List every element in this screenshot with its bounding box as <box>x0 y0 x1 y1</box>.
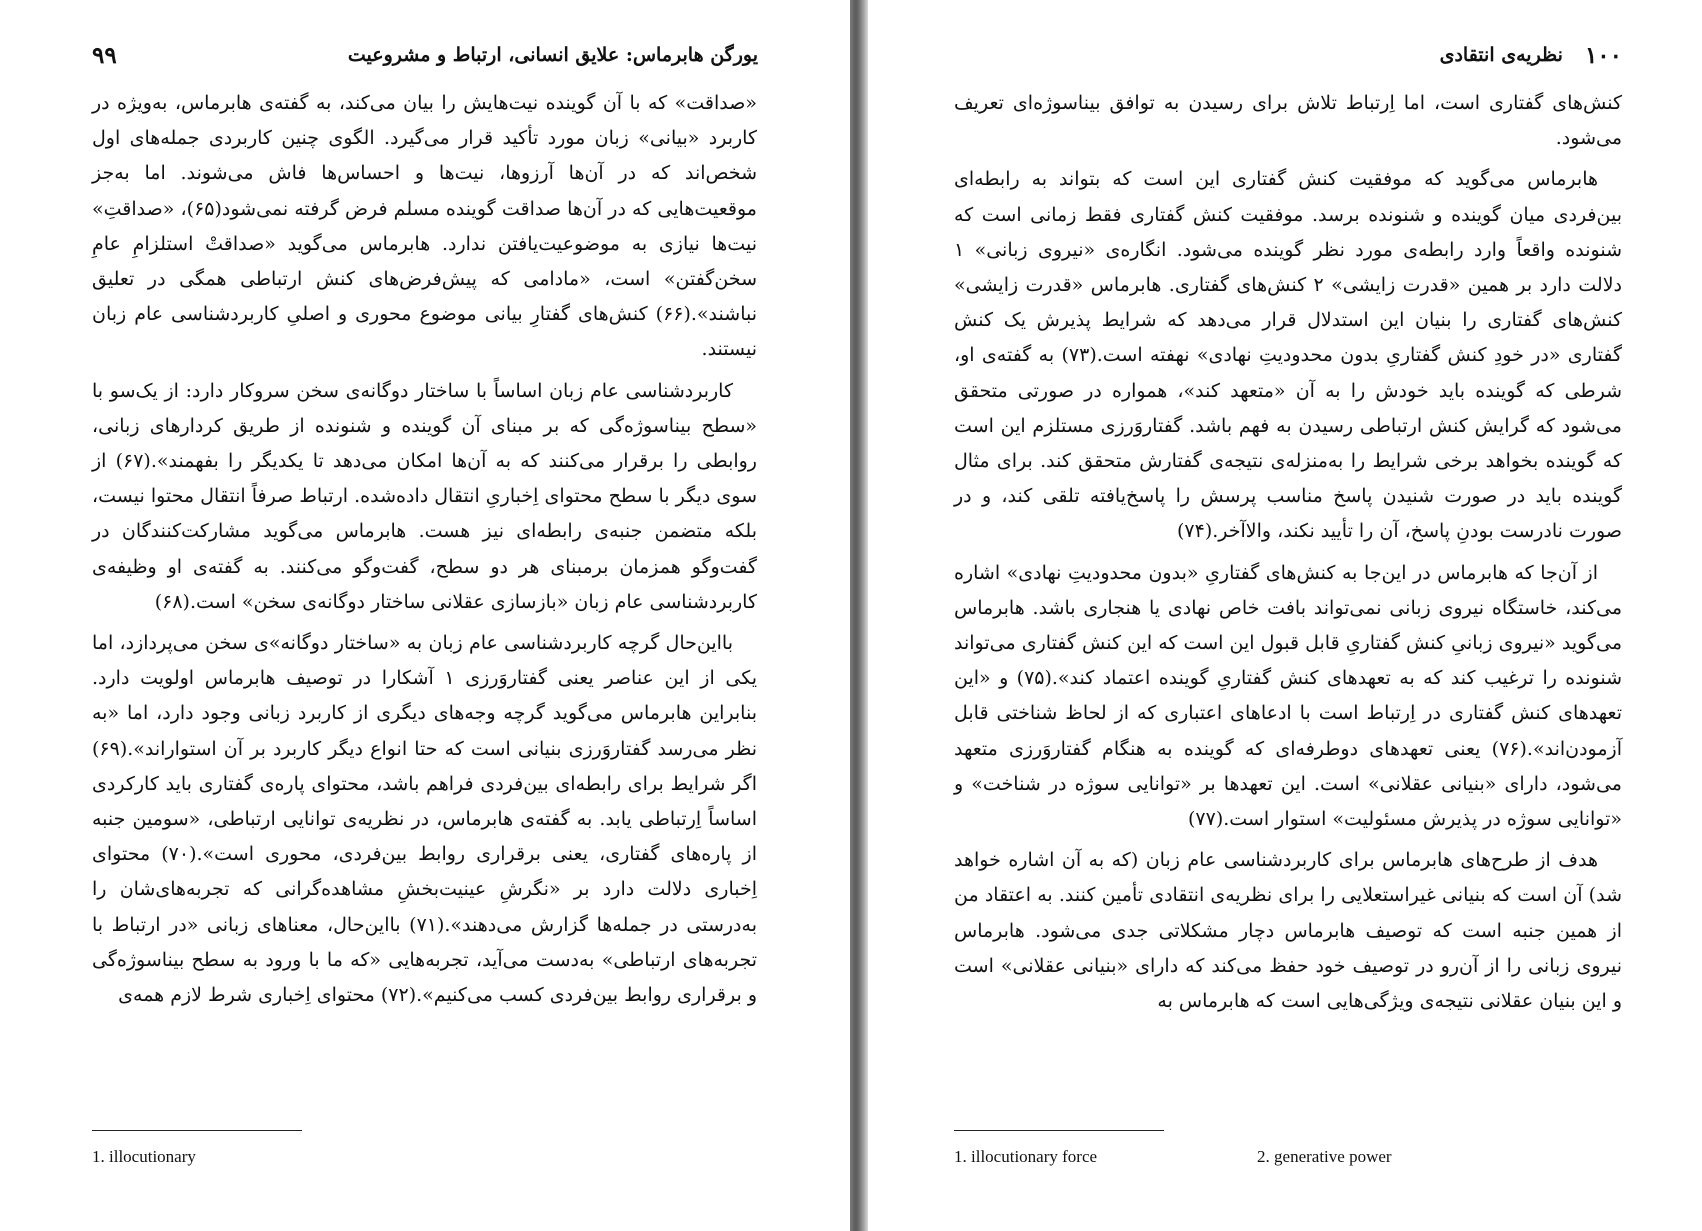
right-paragraph-1: کنش‌های گفتاری است، اما اِرتباط تلاش برای رسیدن به توافق بیناسوژه‌ای تعریف می‌شود. <box>954 92 1622 150</box>
right-paragraph-4: هدف از طرح‌های هابرماس برای کاربردشناسی عام زبان (که به آن اشاره خواهد شد) آن است که بنیانی غیراستعلایی را برای نظریه‌ی انتقادی تأمین کنند. به اعتقاد من از همین جنبه است که توصیف هابرماس دچار مشکلاتی جدی می‌شود. هابرماس نیروی زبانی را از آن‌رو در توصیف خود حفظ می‌کند که دارای «بنیانی عقلانی» است و این بنیان عقلانی نتیجه‌ی ویژگی‌هایی است که هابرماس به <box>954 849 1622 1013</box>
right-header-title: نظریه‌ی انتقادی <box>1439 44 1563 66</box>
right-paragraph-2: هابرماس می‌گوید که موفقیت کنش گفتاری این است که بتواند به رابطه‌ای بین‌فردی میان گوینده و شنونده برسد. موفقیت کنش گفتاری فقط زمانی است که شنونده واقعاً وارد رابطه‌ی مورد نظر گوینده می‌شود. انگاره‌ی «نیروی زبانی» ۱ دلالت دارد بر همین «قدرت زایشی» ۲ کنش‌های گفتاری. هابرماس «قدرت زایشی» کنش‌های گفتاری را بنیان این استدلال قرار می‌دهد که شرایط پذیرش یک کنش گفتاری «در خودِ کنش گفتاریِ بدون محدودیتِ نهادی» نهفته است.(۷۳) به گفته‌ی او، شرطی که گوینده باید خودش را به آن «متعهد کند»، همواره در صورتی متحقق می‌شود که گرایش کنش ارتباطی رسیدن به فهم باشد. گفتاروَرزی مستلزم این است که گوینده بخواهد برخی شرایط را به‌منزله‌ی نتیجه‌ی گفتارش متحقق کند. برای مثال گوینده باید در صورت شنیدن پاسخ مناسب پرسش را پاسخ‌یافته تلقی کند، و در صورت نادرست بودنِ پاسخ، آن را تأیید نکند، والاآخر.(۷۴) <box>954 168 1622 543</box>
book-gutter <box>850 0 868 1231</box>
left-body-text <box>92 86 757 1013</box>
right-paragraph-3: از آن‌جا که هابرماس در این‌جا به کنش‌های گفتاریِ «بدون محدودیتِ نهادی» اشاره می‌کند، خاستگاه نیروی زبانی نمی‌تواند بافت خاص نهادی یا هنجاری باشد. هابرماس می‌گوید «نیروی زبانیِ کنش گفتاریِ قابل قبول این است که این کنش گفتاری می‌تواند شنونده را ترغیب کند که به تعهدهای کنش گفتاریِ گوینده اعتماد کند».(۷۵) و «این تعهدهای کنش گفتاری در اِرتباط است با ادعاهای اعتباری که از لحاظ شناختی قابل آزمودن‌اند».(۷۶) یعنی تعهدهای دوطرفه‌ای که گوینده به هنگام گفتاروَرزی متعهد می‌شود، دارای «بنیانی عقلانی» است. این تعهدها بر «توانایی سوژه در شناخت» و «توانایی سوژه در پذیرش مسئولیت» استوار است.(۷۷) <box>954 561 1622 831</box>
right-page-number: ۱۰۰ <box>1584 41 1622 69</box>
right-body-text <box>954 86 1622 1019</box>
left-paragraph-3: بااین‌حال گرچه کاربردشناسی عام زبان به «ساختار دوگانه»ی سخن می‌پردازد، اما یکی از این عناصر یعنی گفتاروَرزی ۱ آشکارا در توصیف هابرماس اولویت دارد. بنابراین هابرماس می‌گوید گرچه وجه‌های دیگری از کاربرد زبانی وجود دارد، اما «به نظر می‌رسد گفتاروَرزی بنیانی است که حتا انواع دیگر کاربرد بر آن استواراند».(۶۹) اگر شرایط برای رابطه‌ای بین‌فردی فراهم باشد، محتوای پاره‌ی گفتاری باید کارکردی اساساً اِرتباطی یابد. به گفته‌ی هابرماس، در نظریه‌ی توانایی ارتباطی، «سومین جنبه از پاره‌های گفتاری، یعنی برقراری روابط بین‌فردی، محوری است».(۷۰) محتوای اِخباری دلالت دارد بر «نگرشِ عینیت‌بخشِ مشاهده‌گرانی که تجربه‌های‌شان را به‌درستی در جمله‌ها گزارش می‌دهند».(۷۱) بااین‌حال، معناهای زبانی «در ارتباط با تجربه‌های ارتباطی» به‌دست می‌آید، تجربه‌هایی «که ما با ورود به سطح بیناسوژه‌گی و برقراری روابط بین‌فردی کسب می‌کنیم».(۷۲) محتوای اِخباری شرط لازم همه‌ی <box>92 632 758 1007</box>
right-page <box>868 0 1702 1231</box>
left-running-head <box>92 38 758 72</box>
right-footnote-2: 2. generative power <box>1257 1147 1392 1166</box>
right-running-head <box>954 38 1622 72</box>
left-footnote-rule <box>92 1130 302 1131</box>
right-footnote-rule <box>954 1130 1164 1131</box>
right-footnote-1: 1. illocutionary force <box>954 1147 1098 1166</box>
left-footnotes <box>92 1147 196 1167</box>
left-footnote-1: 1. illocutionary <box>92 1147 196 1166</box>
left-page-number: ۹۹ <box>92 41 117 69</box>
left-page <box>0 0 850 1231</box>
right-footnotes <box>954 1147 1392 1167</box>
left-paragraph-2: کاربردشناسی عام زبان اساساً با ساختار دوگانه‌ی سخن سروکار دارد: از یک‌سو با «سطح بیناسوژه‌گی که بر مبنای آن گوینده و شنونده از طریق کردارهای زبانی، روابطی را برقرار می‌کنند که به آن‌ها امکان می‌دهد تا یکدیگر را بفهمند».(۶۷) از سوی دیگر با سطح محتوای اِخباریِ انتقال داده‌شده. ارتباط صرفاً انتقال محتوا نیست، بلکه متضمن جنبه‌ی رابطه‌ای نیز هست. هابرماس می‌گوید مشارکت‌کنندگان در گفت‌وگو همزمان برمبنای هر دو سطح، گفت‌وگو می‌کنند. به گفته‌ی او وظیفه‌ی کاربردشناسی عام زبان «بازسازی عقلانی ساختار دوگانه‌ی سخن» است.(۶۸) <box>92 379 757 613</box>
left-header-title: یورگن هابرماس: علایق انسانی، ارتباط و مشروعیت <box>347 44 758 66</box>
left-paragraph-1: «صداقت» که با آن گوینده نیت‌هایش را بیان می‌کند، به گفته‌ی هابرماس، به‌ویژه در کاربرد «بیانی» زبان مورد تأکید قرار می‌گیرد. الگوی چنین کاربردی جمله‌های اول شخص‌اند که در آن‌ها آرزوها، نیت‌ها و احساس‌ها فاش می‌شوند. اما به‌جز موقعیت‌هایی که در آن‌ها صداقت گوینده مسلم فرض گرفته نمی‌شود(۶۵)، «صداقتِ» نیت‌ها نیازی به موضوعیت‌یافتن ندارد. هابرماس می‌گوید «صداقتْ استلزامِ عامِ سخن‌گفتن» است، «مادامی که پیش‌فرض‌های کنش ارتباطی همگی در تعلیق نباشند».(۶۶) کنش‌های گفتارِ بیانی موضوع محوری و اصلیِ کاربردشناسی عام زبان نیستند. <box>92 92 757 361</box>
